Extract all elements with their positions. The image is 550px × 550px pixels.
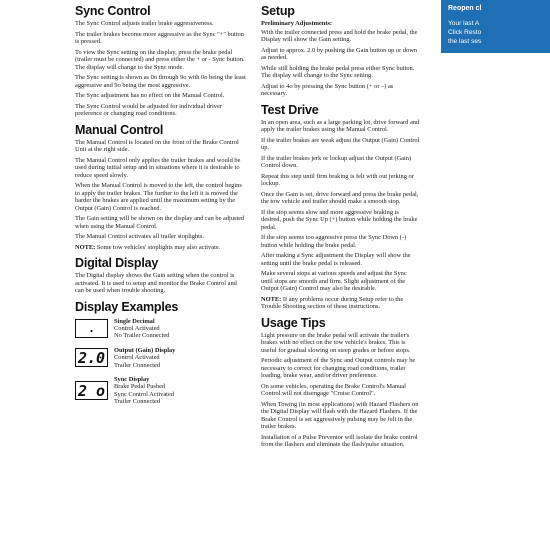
usage-paragraph: Periodic adjustment of the Sync and Output controls may be necessary to correct for changing road conditions, trailer loading, brake wear, and/or driver preference.: [261, 357, 416, 380]
manual-paragraph: The Manual Control is located on the front of the Brake Control Unit at the right side.: [75, 138, 239, 153]
test-paragraph: If the trailer brakes jerk or lockup adjust the Output (Gain) Control down.: [261, 154, 412, 170]
lcd-display-icon: 2.0: [75, 348, 108, 367]
lcd-display-icon: .: [75, 319, 108, 338]
test-paragraph: Repeat this step until firm braking is felt with out jerking or lockup.: [261, 172, 414, 188]
test-paragraph: If the stop seems too aggressive press the Sync Down (-) button while holding the brake pedal.: [261, 234, 407, 249]
usage-paragraph: Installation of a Pulse Preventor will isolate the brake control from the flashers and eliminate the flash/pulse situation.: [261, 433, 418, 449]
example-line: Control Activated: [114, 324, 160, 332]
example-line: No Trailer Connected: [114, 332, 170, 340]
display-example: [75, 376, 247, 406]
test-drive-heading: Test Drive: [261, 102, 319, 117]
example-title: Single Decimal: [114, 317, 155, 325]
setup-paragraph: With the trailer connected press and hold the brake pedal, the Display will show the Gain setting.: [261, 28, 418, 44]
sync-paragraph: The Sync Control would be adjusted for individual driver preference or changing road conditions.: [75, 102, 222, 117]
test-paragraph: In an open area, such as a large parking lot, drive forward and apply the trailer brakes using the Manual Control.: [261, 118, 420, 134]
example-title: Output (Gain) Display: [114, 346, 176, 354]
sync-paragraph: To view the Sync setting on the display, press the brake pedal (trailer must be connected) and press either the + or - Sync button. The display will change to the Sync mode.: [75, 48, 245, 71]
example-text: [114, 318, 169, 340]
setup-heading: Setup: [261, 4, 295, 18]
display-example: [75, 318, 247, 340]
manual-paragraph: The Manual Control activates all trailer stoplights.: [75, 233, 205, 240]
example-line: Trailer Connected: [114, 361, 161, 369]
popup-line: the last ses: [448, 38, 482, 45]
test-paragraph: If the stop seems slow and more aggressive braking is desired, push the Sync Up (+) button while holding the brake pedal.: [261, 208, 418, 231]
sync-paragraph: The Sync adjustment has no effect on the Manual Control.: [75, 92, 225, 99]
manual-paragraph: The Manual Control only applies the trailer brakes and would be used during initial setup and in situations where it is desirable to reduce speed slowly.: [75, 156, 241, 179]
usage-paragraph: Light pressure on the brake pedal will activate the trailer's brakes with no effect on the tow vehicle's brakes. This is useful for gradual slowing on steep grades or before stops.: [261, 331, 411, 354]
example-title: Sync Display: [114, 375, 150, 383]
example-text: [114, 376, 174, 406]
usage-paragraph: When Towing (in most applications) with Hazard Flashers on the Digital Display will flash with the Hazard Flashers. If the Brake Control is set aggressively pulsing may be felt in the trailer brakes.: [261, 400, 419, 431]
display-paragraph: The Digital display shows the Gain setting when the control is activated. It is used to setup and monitor the Brake Control and can be used when trouble shooting.: [75, 272, 237, 294]
example-line: Sync Control Activated: [114, 390, 174, 398]
example-line: Brake Pedal Pushed: [114, 383, 166, 391]
sync-control-heading: Sync Control: [75, 4, 151, 18]
test-paragraph: Once the Gain is set, drive forward and press the brake pedal, the tow vehicle and trailer should make a smooth stop.: [261, 190, 419, 206]
lcd-display-icon: 2 o: [75, 381, 108, 400]
example-line: Control Activated: [114, 354, 160, 362]
test-paragraph: After making a Sync adjustment the Display will show the setting until the brake pedal is released.: [261, 252, 411, 267]
manual-paragraph: When the Manual Control is moved to the left, the control begins to apply the trailer brakes. The further to the left it is moved the harder the brakes are applied until the maximum setting by the Output (Gain) Control is reached.: [75, 182, 242, 212]
setup-subheading: Preliminary Adjustments:: [261, 20, 333, 27]
digital-display-heading: Digital Display: [75, 256, 159, 270]
sync-paragraph: The Sync Control adjusts trailer brake aggressiveness.: [75, 20, 214, 27]
popup-body: [448, 19, 481, 46]
left-column: [75, 4, 247, 413]
setup-paragraph: While still holding the brake pedal press either Sync button. The display will change to the Sync setting.: [261, 64, 415, 80]
sync-paragraph: The Sync setting is shown as 0o through 9o with 0o being the least aggressive and 9o being the most aggressive.: [75, 74, 246, 89]
note-text: If any problems occur during Setup refer to the Trouble Shooting section of these instructions.: [261, 295, 404, 311]
setup-paragraph: Adjust to approx. 2.0 by pushing the Gain button up or down as needed.: [261, 46, 418, 62]
popup-line: Your last A: [448, 20, 480, 27]
right-column: [261, 4, 420, 452]
reopen-tabs-popup[interactable]: [441, 0, 550, 53]
display-examples-heading: Display Examples: [75, 299, 179, 314]
setup-paragraph: Adjust to 4o by pressing the Sync button (+ or –) as necessary.: [261, 82, 394, 98]
note-text: Some tow vehicles' stoplights may also activate.: [95, 243, 221, 251]
example-line: Trailer Connected: [114, 398, 161, 406]
test-note: [261, 296, 420, 311]
sync-paragraph: The trailer brakes become more aggressive as the Sync "+" button is pressed.: [75, 30, 244, 45]
usage-paragraph: On some vehicles, operating the Brake Control's Manual Control will not disengage "Cruise Control".: [261, 382, 406, 398]
manual-control-heading: Manual Control: [75, 122, 164, 137]
display-example: [75, 347, 247, 369]
manual-paragraph: The Gain setting will be shown on the display and can be adjusted when using the Manual Control.: [75, 215, 245, 230]
popup-restore-link[interactable]: Click Resto: [448, 29, 482, 36]
test-paragraph: Make several stops at various speeds and adjust the Sync until stops are smooth and firm. Slight adjustment of the Output (Gain) Control may also be desirable.: [261, 270, 407, 293]
manual-note: [75, 244, 247, 252]
popup-title: Reopen cl: [448, 5, 482, 12]
example-text: [114, 347, 175, 369]
note-label: NOTE:: [261, 295, 282, 303]
test-paragraph: If the trailer brakes are weak adjust the Output (Gain) Control up.: [261, 136, 420, 152]
note-label: NOTE:: [75, 243, 96, 251]
usage-tips-heading: Usage Tips: [261, 315, 326, 330]
